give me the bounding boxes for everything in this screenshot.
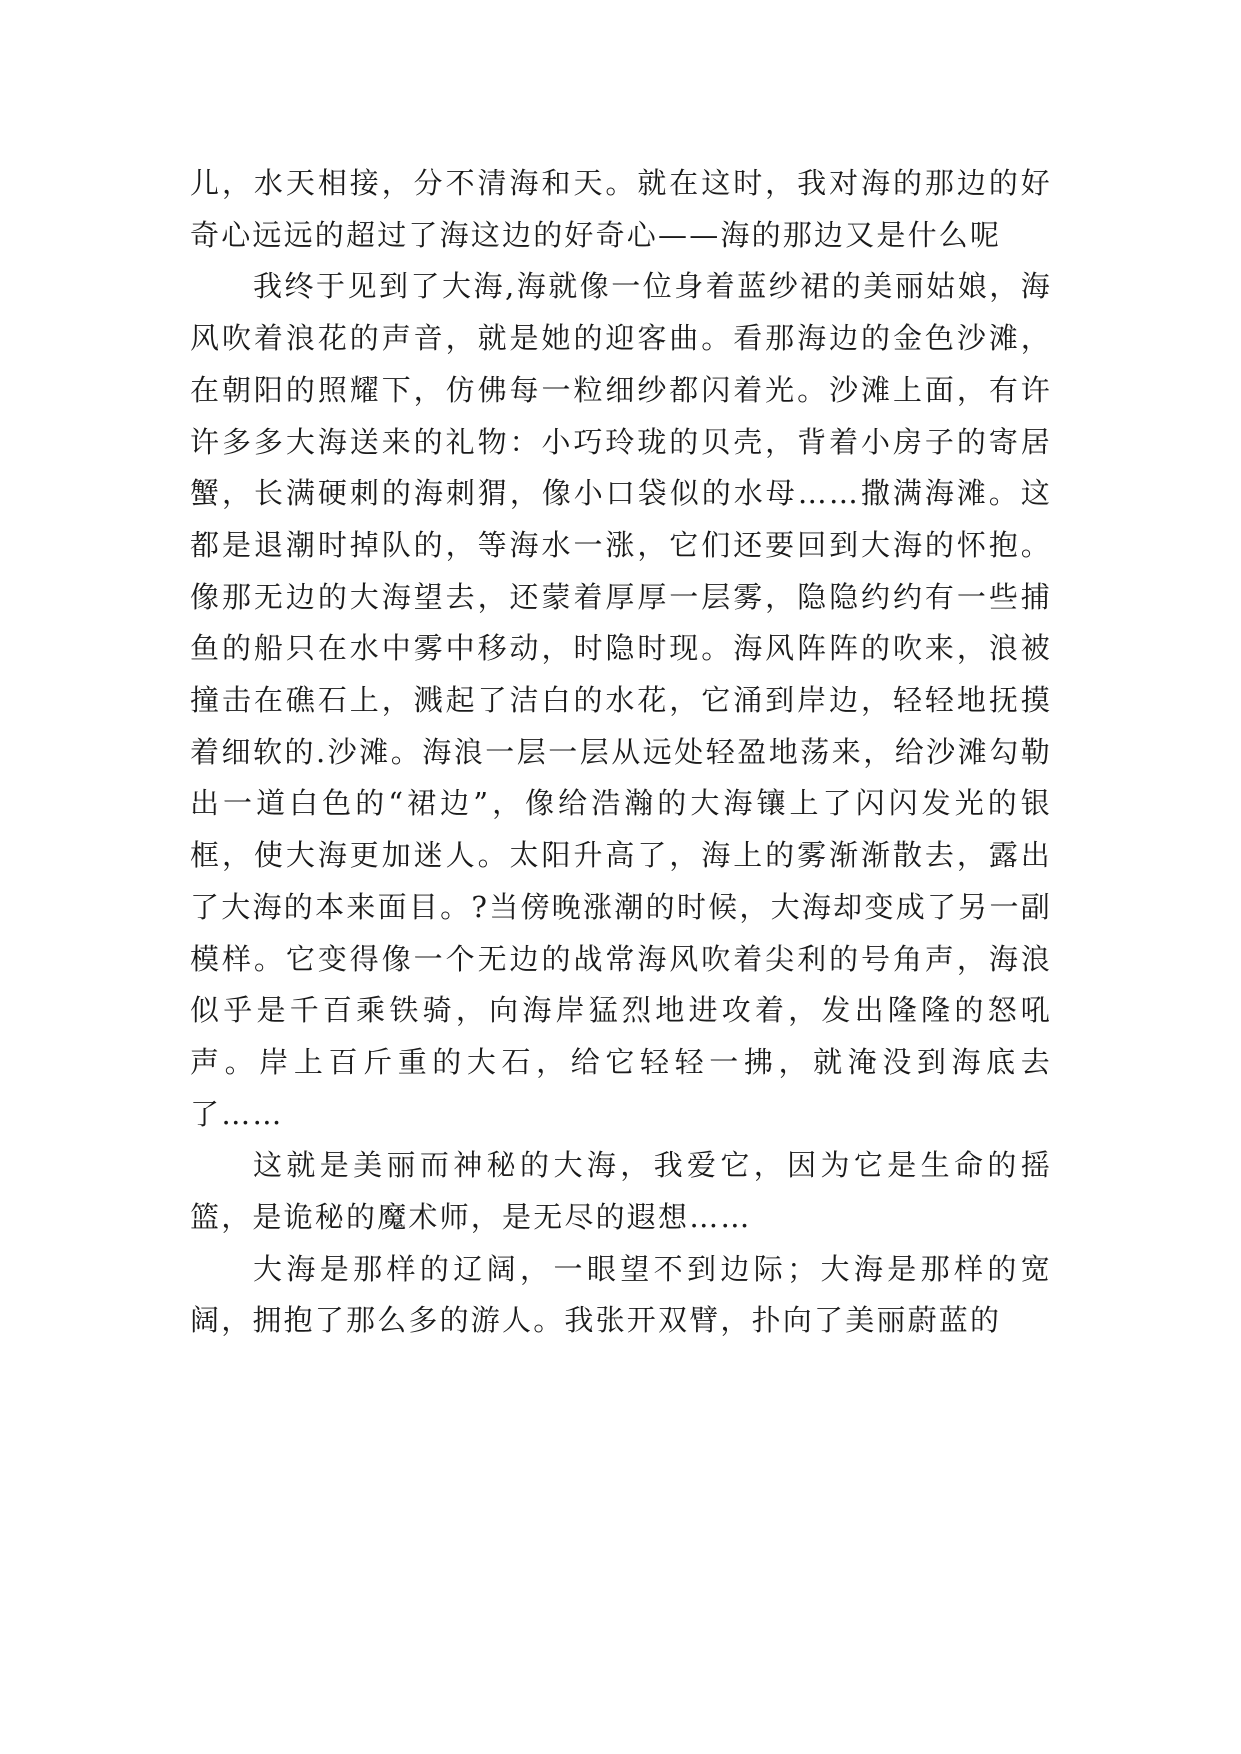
paragraph-2: 我终于见到了大海,海就像一位身着蓝纱裙的美丽姑娘，海风吹着浪花的声音，就是她的迎客曲。看那海边的金色沙滩，在朝阳的照耀下，仿佛每一粒细纱都闪着光。沙滩上面，有许许多多大海送来的礼物：小巧玲珑的贝壳，背着小房子的寄居蟹，长满硬刺的海刺猬，像小口袋似的水母……撒满海滩。这都是退潮时掉队的，等海水一涨，它们还要回到大海的怀抱。像那无边的大海望去，还蒙着厚厚一层雾，隐隐约约有一些捕鱼的船只在水中雾中移动，时隐时现。海风阵阵的吹来，浪被撞击在礁石上，溅起了洁白的水花，它涌到岸边，轻轻地抚摸着细软的.沙滩。海浪一层一层从远处轻盈地荡来，给沙滩勾勒出一道白色的“裙边”，像给浩瀚的大海镶上了闪闪发光的银框，使大海更加迷人。太阳升高了，海上的雾渐渐散去，露出了大海的本来面目。?当傍晚涨潮的时候，大海却变成了另一副模样。它变得像一个无边的战常海风吹着尖利的号角声，海浪似乎是千百乘铁骑，向海岸猛烈地进攻着，发出隆隆的怒吼声。岸上百斤重的大石，给它轻轻一拂，就淹没到海底去了…… bbox=[190, 269, 1052, 1131]
document-body bbox=[190, 158, 1052, 1347]
paragraph-3: 这就是美丽而神秘的大海，我爱它，因为它是生命的摇篮，是诡秘的魔术师，是无尽的遐想…… bbox=[190, 1148, 1052, 1235]
paragraph-1: 儿，水天相接，分不清海和天。就在这时，我对海的那边的好奇心远远的超过了海这边的好奇心——海的那边又是什么呢 bbox=[190, 166, 1052, 252]
paragraph-4: 大海是那样的辽阔，一眼望不到边际；大海是那样的宽阔，拥抱了那么多的游人。我张开双臂，扑向了美丽蔚蓝的 bbox=[190, 1251, 1052, 1338]
